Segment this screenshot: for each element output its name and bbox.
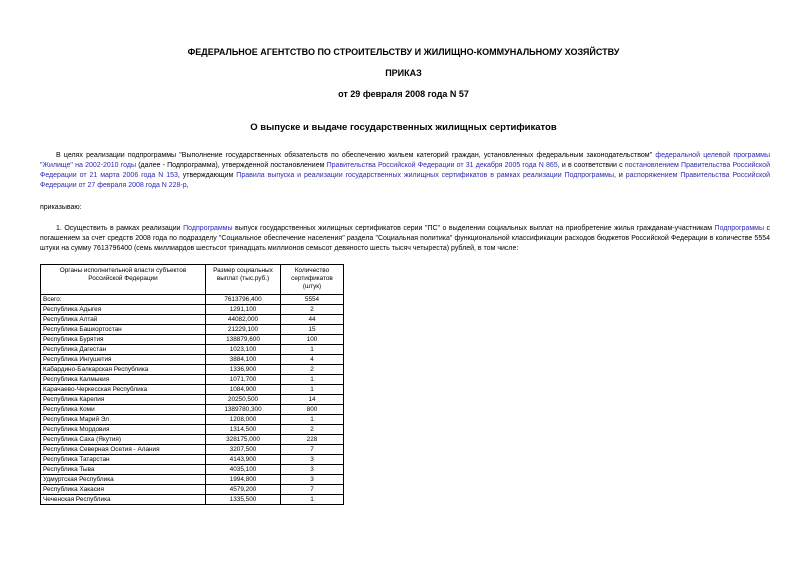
table-row	[41, 435, 344, 445]
table-row	[41, 365, 344, 375]
text-run: ,	[186, 182, 189, 189]
cell-region: Республика Марий Эл	[41, 415, 206, 425]
cell-region: Республика Ингушетия	[41, 355, 206, 365]
cell-region: Республика Коми	[41, 405, 206, 415]
cell-region: Республика Тыва	[41, 465, 206, 475]
cell-region: Республика Алтай	[41, 315, 206, 325]
cell-count: 1	[281, 375, 344, 385]
table-row	[41, 395, 344, 405]
link-decree-153[interactable]: постановлением Правительства Российской Федерации от 21 марта 2006 года N 153	[40, 162, 770, 179]
cell-region: Карачаево-Черкесская Республика	[41, 385, 206, 395]
table-row	[41, 315, 344, 325]
cell-count: 2	[281, 425, 344, 435]
cell-count: 800	[281, 405, 344, 415]
cell-region: Удмуртская Республика	[41, 475, 206, 485]
link-federal-program[interactable]: федеральной целевой программы "Жилище" на 2002-2010 годы	[40, 152, 770, 169]
text-run: с погашением за счет средств 2008 года по подразделу "Социальное обеспечение населения" раздела "Социальная политика" функциональной классификации расходов бюджетов Российской Федерации в количестве 5554 штуки на сумму 7613796400 (семь миллиардов шестьсот тринадцать миллионов семьсот девяносто шесть тысяч четыреста) рублей, в том числе:	[40, 225, 770, 252]
table-row	[41, 345, 344, 355]
table-row	[41, 445, 344, 455]
text-run: выпуск государственных жилищных сертификатов серии "ПС" о выделении социальных выплат на приобретение жилья гражданам-участникам	[232, 225, 715, 232]
cell-region: Республика Бурятия	[41, 335, 206, 345]
cell-count: 3	[281, 475, 344, 485]
cell-region: Республика Северная Осетия - Алания	[41, 445, 206, 455]
cell-region: Республика Дагестан	[41, 345, 206, 355]
cell-amount: 1314,500	[206, 425, 281, 435]
cell-amount: 20250,500	[206, 395, 281, 405]
document-title: О выпуске и выдаче государственных жилищных сертификатов	[250, 122, 557, 133]
cell-region: Республика Татарстан	[41, 455, 206, 465]
table-row	[41, 375, 344, 385]
cell-amount: 1071,700	[206, 375, 281, 385]
cell-count: 1	[281, 385, 344, 395]
text-run: , утверждающим	[177, 172, 237, 179]
cell-amount: 3207,500	[206, 445, 281, 455]
table-row	[41, 325, 344, 335]
cell-amount: 1389780,300	[206, 405, 281, 415]
doc-type-heading: ПРИКАЗ	[385, 68, 422, 78]
cell-amount: 21229,100	[206, 325, 281, 335]
cell-amount: 3884,100	[206, 355, 281, 365]
table-body	[41, 295, 344, 505]
cell-amount: 1336,900	[206, 365, 281, 375]
header-amount: Размер социальных выплат (тыс.руб.)	[206, 265, 281, 295]
table-row	[41, 295, 344, 305]
table-row	[41, 305, 344, 315]
cell-count: 5554	[281, 295, 344, 305]
table-row	[41, 385, 344, 395]
cell-count: 44	[281, 315, 344, 325]
cell-amount: 4035,100	[206, 465, 281, 475]
link-subprogram[interactable]: Подпрограммы	[714, 225, 764, 232]
link-decree-865[interactable]: Правительства Российской Федерации от 31 декабря 2005 года N 865	[326, 162, 558, 169]
cell-amount: 44082,000	[206, 315, 281, 325]
cell-region: Республика Хакасия	[41, 485, 206, 495]
cell-count: 3	[281, 465, 344, 475]
table-row	[41, 485, 344, 495]
cell-amount: 1084,900	[206, 385, 281, 395]
text-run: В целях реализации подпрограммы "Выполнение государственных обязательств по обеспечению жильем категорий граждан, установленных федеральным законодательством"	[56, 152, 656, 159]
cell-amount: 328175,000	[206, 435, 281, 445]
order-word: приказываю:	[40, 204, 82, 211]
cell-amount: 138879,600	[206, 335, 281, 345]
table-row	[41, 355, 344, 365]
cell-region: Республика Саха (Якутия)	[41, 435, 206, 445]
cell-count: 3	[281, 455, 344, 465]
cell-amount: 1335,500	[206, 495, 281, 505]
text-run: , и в соответствии с	[557, 162, 625, 169]
cell-amount: 1291,100	[206, 305, 281, 315]
table-row	[41, 415, 344, 425]
cell-count: 1	[281, 345, 344, 355]
cell-count: 228	[281, 435, 344, 445]
cell-count: 2	[281, 305, 344, 315]
cell-region: Республика Башкортостан	[41, 325, 206, 335]
cell-amount: 1994,800	[206, 475, 281, 485]
cell-count: 7	[281, 445, 344, 455]
cell-amount: 4579,200	[206, 485, 281, 495]
cell-region: Республика Мордовия	[41, 425, 206, 435]
cell-amount: 1023,100	[206, 345, 281, 355]
cell-amount: 4143,900	[206, 455, 281, 465]
table-row	[41, 465, 344, 475]
link-subprogram[interactable]: Подпрограммы	[183, 225, 233, 232]
cell-region: Республика Карелия	[41, 395, 206, 405]
allocation-table	[40, 264, 344, 505]
cell-region: Всего:	[41, 295, 206, 305]
table-row	[41, 455, 344, 465]
preamble-paragraph	[40, 151, 770, 191]
table-row	[41, 425, 344, 435]
clause-1-paragraph	[40, 224, 770, 254]
link-rules[interactable]: Правила выпуска и реализации государственных жилищных сертификатов в рамках реализации Подпрограммы	[236, 172, 615, 179]
table-header-row	[41, 265, 344, 295]
table-row	[41, 495, 344, 505]
cell-region: Чеченская Республика	[41, 495, 206, 505]
link-order-228[interactable]: распоряжением Правительства Российской Федерации от 27 февраля 2008 года N 228-р	[40, 172, 771, 189]
cell-count: 1	[281, 495, 344, 505]
cell-count: 4	[281, 355, 344, 365]
cell-region: Республика Калмыкия	[41, 375, 206, 385]
header-count: Количество сертификатов (штук)	[281, 265, 344, 295]
cell-count: 1	[281, 415, 344, 425]
cell-amount: 7613796,400	[206, 295, 281, 305]
cell-count: 15	[281, 325, 344, 335]
date-heading: от 29 февраля 2008 года N 57	[338, 89, 469, 99]
table-row	[41, 335, 344, 345]
table-row	[41, 405, 344, 415]
cell-count: 7	[281, 485, 344, 495]
text-run: (далее - Подпрограмма), утвержденной постановлением	[136, 162, 327, 169]
agency-heading: ФЕДЕРАЛЬНОЕ АГЕНТСТВО ПО СТРОИТЕЛЬСТВУ И ЖИЛИЩНО-КОММУНАЛЬНОМУ ХОЗЯЙСТВУ	[187, 47, 620, 57]
cell-count: 2	[281, 365, 344, 375]
text-run: 1. Осуществить в рамках реализации	[56, 225, 184, 232]
header-region: Органы исполнительной власти субъектов Российской Федерации	[41, 265, 206, 295]
text-run: , и	[614, 172, 626, 179]
table-row	[41, 475, 344, 485]
cell-count: 14	[281, 395, 344, 405]
cell-count: 100	[281, 335, 344, 345]
cell-amount: 1208,000	[206, 415, 281, 425]
cell-region: Республика Адыгея	[41, 305, 206, 315]
cell-region: Кабардино-Балкарская Республика	[41, 365, 206, 375]
